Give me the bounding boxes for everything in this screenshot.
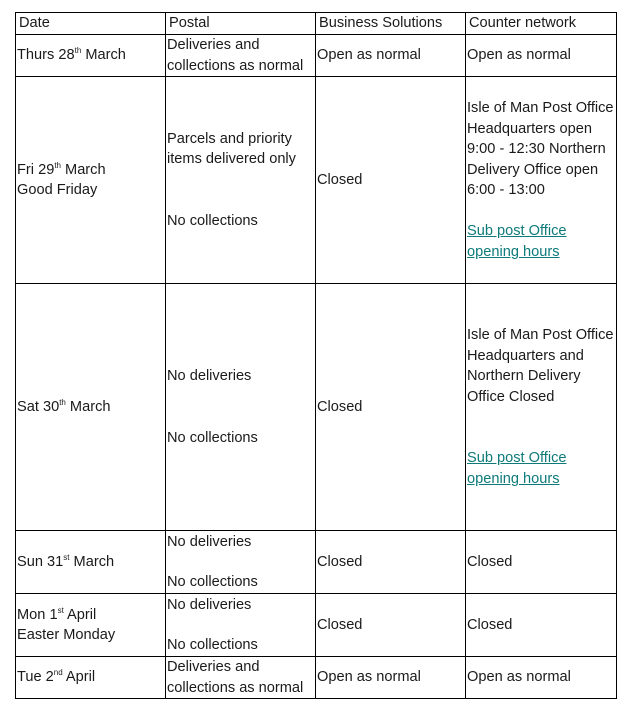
- header-date: Date: [16, 13, 166, 35]
- easter-schedule-table: [15, 12, 617, 699]
- sub-post-office-hours-link[interactable]: Sub post Office opening hours: [467, 450, 567, 487]
- postal-cell: Parcels and priority items delivered only No collections: [166, 77, 316, 284]
- counter-cell: Closed: [466, 594, 617, 657]
- holiday-name: Good Friday: [17, 182, 98, 199]
- date-cell: Fri 29th March Good Friday: [16, 77, 166, 284]
- sub-post-office-hours-link[interactable]: Sub post Office opening hours: [467, 223, 567, 260]
- counter-cell: Closed: [466, 531, 617, 594]
- business-cell: Closed: [316, 531, 466, 594]
- table-row: [16, 35, 617, 77]
- business-cell: Open as normal: [316, 35, 466, 77]
- counter-cell: Isle of Man Post Office Headquarters open 9:00 - 12:30 Northern Delivery Office open 6:00 - 13:00 Sub post Office opening hours: [466, 77, 617, 284]
- business-cell: Closed: [316, 594, 466, 657]
- table-row: [16, 77, 617, 284]
- postal-cell: Deliveries and collections as normal: [166, 657, 316, 699]
- postal-cell: No deliveries No collections: [166, 594, 316, 657]
- business-cell: Closed: [316, 77, 466, 284]
- business-cell: Closed: [316, 284, 466, 531]
- holiday-name: Easter Monday: [17, 627, 116, 644]
- postal-cell: Deliveries and collections as normal: [166, 35, 316, 77]
- table-row: [16, 531, 617, 594]
- counter-cell: Open as normal: [466, 657, 617, 699]
- postal-cell: No deliveries No collections: [166, 531, 316, 594]
- date-cell: Sun 31st March: [16, 531, 166, 594]
- postal-cell: No deliveries No collections: [166, 284, 316, 531]
- date-cell: Mon 1st April Easter Monday: [16, 594, 166, 657]
- date-cell: Tue 2nd April: [16, 657, 166, 699]
- table-row: [16, 657, 617, 699]
- business-cell: Open as normal: [316, 657, 466, 699]
- table-row: [16, 284, 617, 531]
- counter-cell: Isle of Man Post Office Headquarters and Northern Delivery Office Closed Sub post Office opening hours: [466, 284, 617, 531]
- header-postal: Postal: [166, 13, 316, 35]
- header-row: [16, 13, 617, 35]
- header-business-solutions: Business Solutions: [316, 13, 466, 35]
- counter-cell: Open as normal: [466, 35, 617, 77]
- table-row: [16, 594, 617, 657]
- date-cell: Thurs 28th March: [16, 35, 166, 77]
- date-cell: Sat 30th March: [16, 284, 166, 531]
- header-counter-network: Counter network: [466, 13, 617, 35]
